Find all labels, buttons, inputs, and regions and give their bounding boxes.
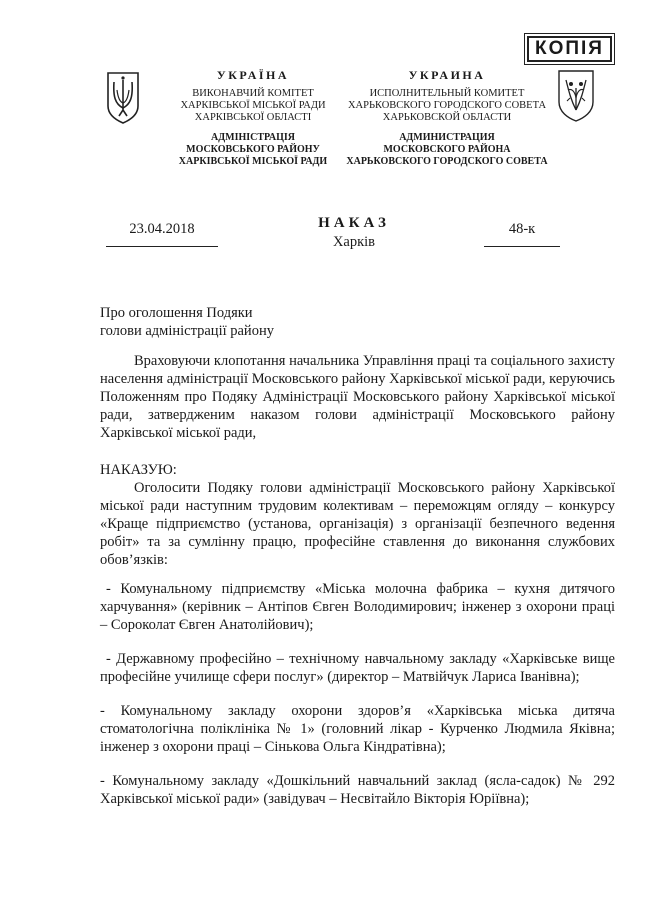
preamble-paragraph: Враховуючи клопотання начальника Управління праці та соціального захисту населення адміністрації Московського району Харківської міської ради, керуючись Положенням про Подяку Адміністрації Московського району Харківської міської ради, затвердженим наказом голови адміністрації Московського району Харківської міської ради, <box>100 353 615 441</box>
org-line: ХАРКІВСЬКОЇ МІСЬКОЇ РАДИ <box>180 100 326 111</box>
subject-line: Про оголошення Подяки <box>100 305 253 321</box>
header-right-column <box>340 68 554 168</box>
admin-line: АДМИНИСТРАЦИЯ <box>399 132 495 143</box>
admin-line: ХАРЬКОВСКОГО ГОРОДСКОГО СОВЕТА <box>346 156 548 167</box>
copy-stamp: КОПІЯ <box>527 36 612 62</box>
admin-line: МОСКОВСКОГО РАЙОНА <box>383 144 511 155</box>
document-number: 48-к <box>508 221 536 237</box>
trident-emblem-icon <box>105 70 141 124</box>
admin-line: АДМІНІСТРАЦІЯ <box>211 132 295 143</box>
org-line: ХАРЬКОВСКОЙ ОБЛАСТИ <box>382 112 512 123</box>
date-underline <box>106 246 218 247</box>
org-line: ВИКОНАВЧИЙ КОМІТЕТ <box>192 88 314 99</box>
org-line: ИСПОЛНИТЕЛЬНЫЙ КОМИТЕТ <box>369 88 525 99</box>
order-paragraph: Оголосити Подяку голови адміністрації Московського району Харківської міської ради наступним трудовим колективам – переможцям огляду – конкурсу «Краще підприємство (установа, організація) з організації безпечного ведення робіт» та за сумлінну працю, професійне ставлення до виконання службових обов’язків: <box>100 480 615 568</box>
country-name-uk: УКРАЇНА <box>216 68 290 82</box>
recipients-list <box>100 580 615 824</box>
country-name-ru: УКРАИНА <box>408 68 486 82</box>
number-underline <box>484 246 560 247</box>
list-item: - Комунальному закладу «Дошкільний навчальний заклад (ясла-садок) № 292 Харківської міської ради» (завідувач – Несвітайло Вікторія Юріївна); <box>100 773 615 807</box>
list-item: - Комунальному підприємству «Міська молочна фабрика – кухня дитячого харчування» (керівник – Антіпов Євген Володимирович; інженер з охорони праці – Сороколат Євген Анатолійович); <box>100 581 615 633</box>
document-type: НАКАЗ <box>318 215 390 231</box>
document-subject <box>100 304 274 340</box>
document-date: 23.04.2018 <box>129 221 195 237</box>
kharkiv-city-emblem-icon <box>555 68 597 122</box>
list-item: - Державному професійно – технічному навчальному закладу «Харківське вище професійне училище сфери послуг» (директор – Матвійчук Лариса Іванівна); <box>100 651 615 685</box>
subject-line: голови адміністрації району <box>100 323 274 339</box>
header-left-column <box>158 68 348 168</box>
org-line: ХАРЬКОВСКОГО ГОРОДСКОГО СОВЕТА <box>347 100 547 111</box>
list-item: - Комунальному закладу охорони здоров’я «Харківська міська дитяча стоматологічна поліклініка № 1» (головний лікар - Курченко Людмила Яківна; інженер з охорони праці – Сінькова Ольга Кіндратівна); <box>100 703 615 755</box>
admin-line: МОСКОВСЬКОГО РАЙОНУ <box>186 144 320 155</box>
document-city: Харків <box>332 234 376 250</box>
order-heading: НАКАЗУЮ: <box>100 462 177 478</box>
org-line: ХАРКІВСЬКОЇ ОБЛАСТІ <box>194 112 312 123</box>
admin-line: ХАРКІВСЬКОЇ МІСЬКОЇ РАДИ <box>178 156 328 167</box>
